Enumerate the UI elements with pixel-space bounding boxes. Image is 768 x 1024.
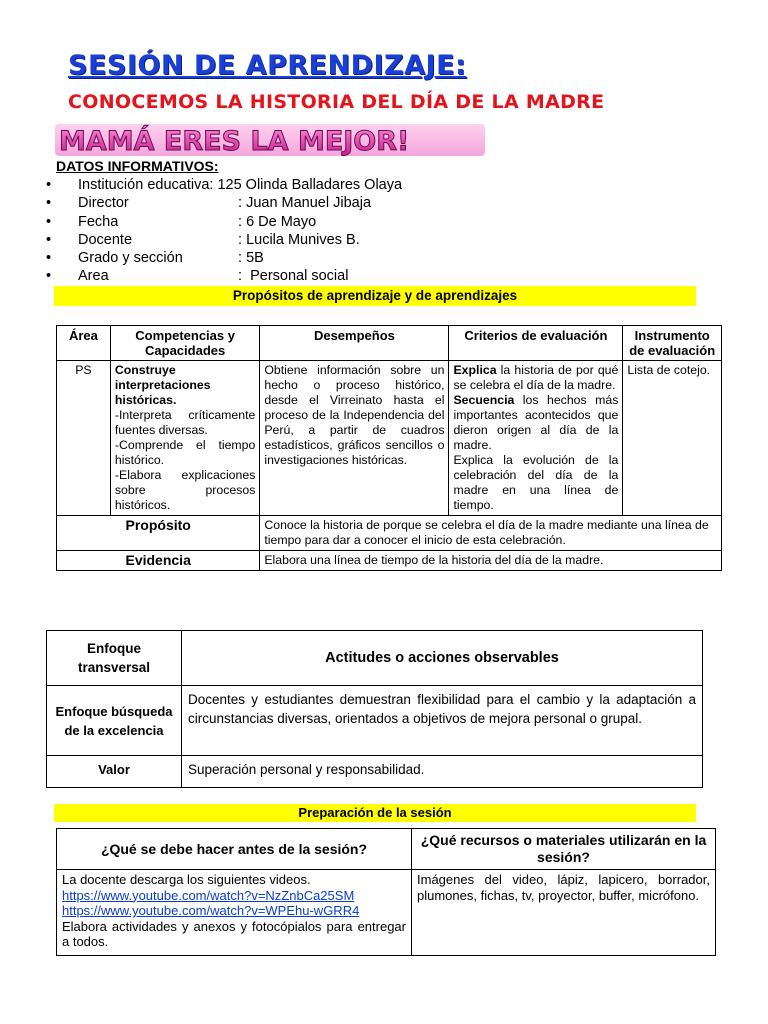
datos-label: Area — [78, 268, 109, 285]
criterio-text: la historia de por qué se celebra el día de la madre. — [453, 363, 619, 392]
criterio-verb: Explica — [453, 363, 497, 377]
video-link-2-anchor[interactable]: https://www.youtube.com/watch?v=WPEhu-wGRR4 — [62, 903, 360, 918]
criterio-text: los hechos más importantes acontecidos que dieron origen al día de la madre. — [453, 393, 619, 452]
datos-sep: : — [238, 213, 243, 230]
cell-desempeno: Obtiene información sobre un hecho o proceso histórico, desde el Virreinato hasta el proceso de la Independencia del Perú, a partir de cuadros estadísticos, gráficos sencillos o investigaciones históricas. — [260, 361, 449, 516]
bullet: • — [46, 195, 52, 212]
criterio-verb: Secuencia — [453, 393, 515, 407]
header-recursos: ¿Qué recursos o materiales utilizarán en la sesión? — [412, 829, 716, 870]
propositos-table — [56, 325, 722, 571]
datos-heading: DATOS INFORMATIVOS: — [56, 158, 219, 174]
datos-sep: : — [238, 195, 243, 212]
banner-text: MAMÁ ERES LA MEJOR! — [59, 126, 410, 157]
preparacion-table — [56, 828, 716, 956]
datos-value: Personal social — [250, 268, 349, 285]
datos-item — [46, 213, 566, 231]
header-antes: ¿Qué se debe hacer antes de la sesión? — [57, 829, 412, 870]
datos-value: 5B — [246, 250, 264, 267]
evidencia-row — [57, 551, 722, 571]
header-instrumento: Instrumento de evaluación — [623, 326, 722, 361]
datos-sep: : — [238, 231, 243, 248]
header-actitudes: Actitudes o acciones observables — [182, 631, 703, 686]
enfoque-table — [46, 630, 703, 788]
propositos-heading: Propósitos de aprendizaje y de aprendizajes — [54, 286, 696, 306]
proposito-label: Propósito — [57, 516, 260, 551]
table-header-row — [57, 326, 722, 361]
cell-instrumento: Lista de cotejo. — [623, 361, 722, 516]
capacidad-item: -Elabora explicaciones sobre procesos históricos. — [114, 468, 256, 512]
datos-label: Docente — [78, 231, 133, 248]
datos-value: 125 Olinda Balladares Olaya — [217, 177, 403, 193]
cell-area: PS — [57, 361, 111, 516]
competencia-title: Construye interpretaciones históricas. — [114, 363, 211, 407]
cell-competencias — [110, 361, 259, 516]
datos-sep: : — [238, 250, 243, 267]
cell-criterios — [449, 361, 623, 516]
table-header-row — [57, 829, 716, 870]
datos-value: Lucila Munives B. — [246, 231, 360, 248]
header-desempenos: Desempeños — [260, 326, 449, 361]
table-row — [57, 361, 722, 516]
prep-outro: Elabora actividades y anexos y fotocópialos para entregar a todos. — [62, 918, 406, 949]
video-link-1-anchor[interactable]: https://www.youtube.com/watch?v=NzZnbCa25SM — [62, 887, 355, 903]
enfoque-text: Docentes y estudiantes demuestran flexibilidad para el cambio y la adaptación a circunstancias diversas, orientados a objetivos de mejora personal o grupal. — [182, 686, 703, 756]
proposito-text: Conoce la historia de porque se celebra el día de la madre mediante una línea de tiempo para dar a conocer el inicio de esta celebración. — [260, 516, 722, 551]
datos-item — [46, 249, 566, 267]
cell-antes — [57, 870, 412, 956]
header-enfoque: Enfoque transversal — [47, 631, 182, 686]
datos-item — [46, 231, 566, 249]
bullet: • — [46, 250, 52, 267]
evidencia-label: Evidencia — [57, 551, 260, 571]
bullet: • — [46, 231, 52, 248]
criterio-item — [453, 363, 618, 393]
session-title: SESIÓN DE APRENDIZAJE: — [68, 50, 467, 81]
bullet: • — [46, 268, 52, 285]
datos-value: 6 De Mayo — [246, 213, 317, 230]
prep-intro: La docente descarga los siguientes videos. — [62, 872, 311, 887]
datos-sep: : — [209, 177, 214, 193]
table-row — [47, 686, 703, 756]
header-criterios: Criterios de evaluación — [449, 326, 623, 361]
bullet: • — [46, 213, 52, 230]
criterio-item — [453, 393, 618, 453]
datos-label: Grado y sección — [78, 250, 183, 267]
datos-item — [46, 176, 566, 194]
cell-recursos: Imágenes del video, lápiz, lapicero, borrador, plumones, fichas, tv, proyector, buffer, micrófono. — [412, 870, 716, 956]
capacidad-item: -Comprende el tiempo histórico. — [114, 438, 256, 467]
valor-label: Valor — [47, 756, 182, 788]
datos-sep: : — [238, 268, 243, 285]
evidencia-text: Elabora una línea de tiempo de la historia del día de la madre. — [260, 551, 722, 571]
proposito-row — [57, 516, 722, 551]
datos-label: Institución educativa — [78, 177, 210, 193]
datos-item — [46, 194, 566, 212]
datos-label: Fecha — [78, 213, 119, 230]
table-row — [57, 870, 716, 956]
table-header-row — [47, 631, 703, 686]
session-subtitle: CONOCEMOS LA HISTORIA DEL DÍA DE LA MADRE — [68, 91, 605, 113]
header-area: Área — [57, 326, 111, 361]
mama-banner-image — [55, 122, 485, 158]
capacidad-item: -Interpreta críticamente fuentes diversas. — [114, 408, 256, 437]
enfoque-label: Enfoque búsqueda de la excelencia — [47, 686, 182, 756]
preparacion-heading: Preparación de la sesión — [54, 804, 696, 822]
header-competencias: Competencias y Capacidades — [110, 326, 259, 361]
video-link-1[interactable] — [62, 888, 406, 904]
bullet: • — [46, 177, 52, 193]
criterio-item: Explica la evolución de la celebración del día de la madre en una línea de tiempo. — [453, 453, 619, 512]
datos-list — [46, 176, 566, 286]
datos-label: Director — [78, 195, 129, 212]
datos-item — [46, 267, 566, 285]
table-row — [47, 756, 703, 788]
valor-text: Superación personal y responsabilidad. — [182, 756, 703, 788]
datos-value: Juan Manuel Jibaja — [246, 195, 372, 212]
video-link-2[interactable] — [62, 903, 406, 919]
